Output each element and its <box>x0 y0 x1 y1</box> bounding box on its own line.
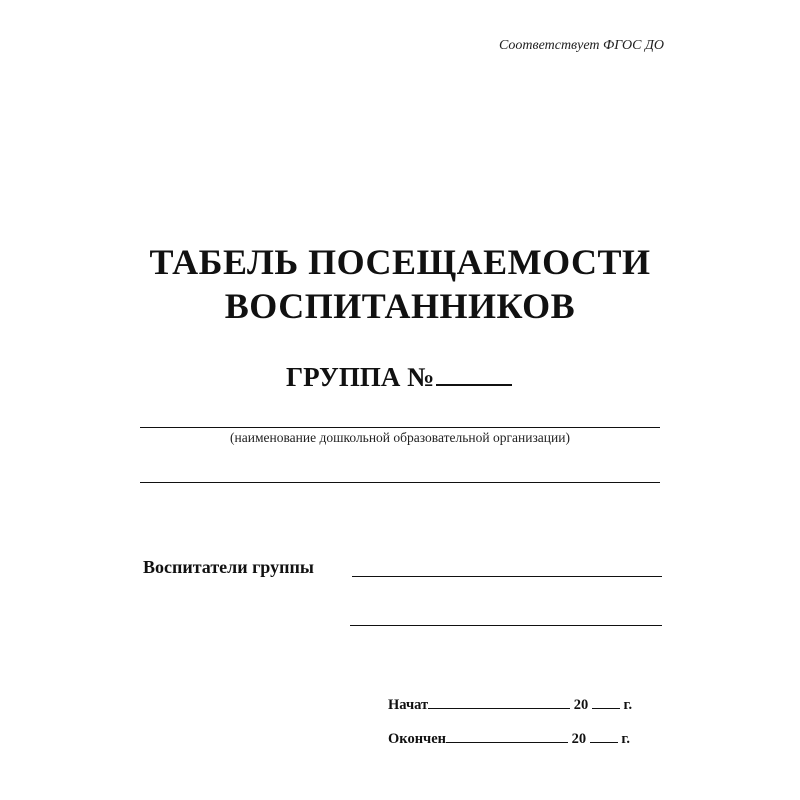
group-number-line <box>286 360 512 394</box>
end-date-blank <box>446 730 568 743</box>
end-year-suffix: г. <box>621 731 630 747</box>
group-number-blank <box>436 362 512 386</box>
start-year-suffix: г. <box>623 697 633 713</box>
end-label: Окончен <box>388 731 447 747</box>
end-date-line <box>388 730 630 748</box>
start-date-line <box>388 696 632 714</box>
group-label: ГРУППА № <box>286 362 435 392</box>
start-year-prefix: 20 <box>573 697 589 713</box>
organization-caption: (наименование дошкольной образовательной организации) <box>230 430 570 445</box>
title-line-2: ВОСПИТАННИКОВ <box>224 286 576 326</box>
end-year-blank <box>590 730 618 743</box>
start-year-blank <box>592 696 620 709</box>
document-title <box>0 240 800 328</box>
organization-name-line-1 <box>140 427 660 428</box>
title-line-1: ТАБЕЛЬ ПОСЕЩАЕМОСТИ <box>149 242 651 282</box>
educators-line-2 <box>350 625 662 626</box>
educators-label: Воспитатели группы <box>143 557 314 577</box>
educators-line-1 <box>352 576 662 577</box>
end-year-prefix: 20 <box>571 731 587 747</box>
start-date-blank <box>428 696 570 709</box>
start-label: Начат <box>388 697 429 713</box>
compliance-note: Соответствует ФГОС ДО <box>498 38 664 53</box>
organization-name-line-2 <box>140 482 660 483</box>
